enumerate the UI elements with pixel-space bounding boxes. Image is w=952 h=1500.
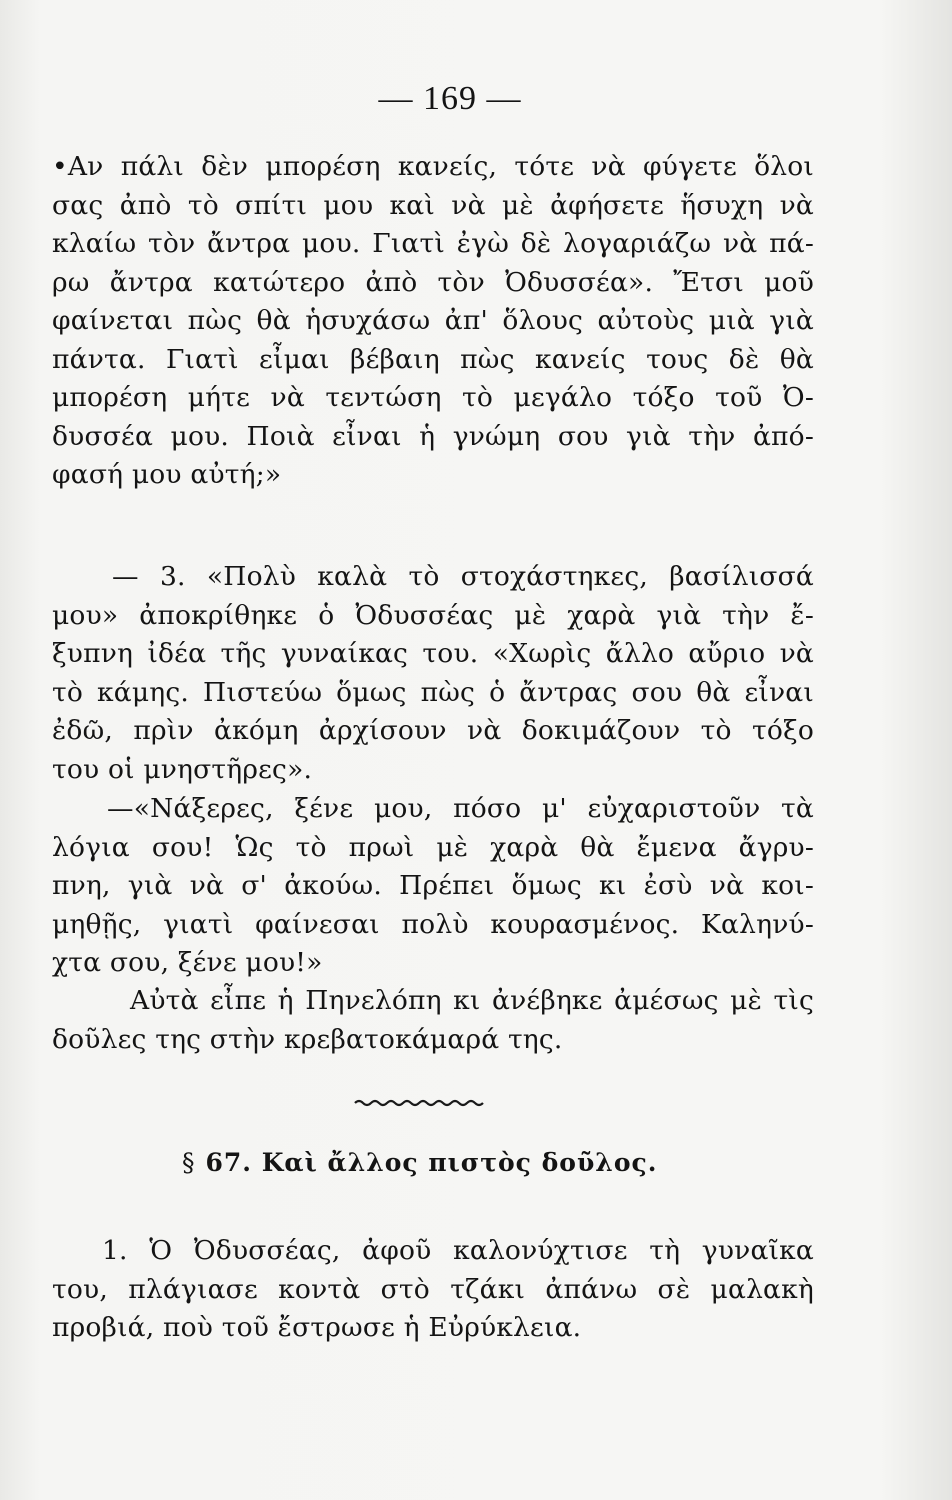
section-heading: [182, 1148, 657, 1177]
text-line: κλαίω τὸν ἄντρα μου. Γιατὶ ἐγὼ δὲ λογαριάζω νὰ πά-: [52, 228, 814, 259]
section-sign: §: [182, 1148, 196, 1177]
wavy-divider-icon: [353, 1096, 488, 1110]
text-line: μου» ἀποκρίθηκε ὁ Ὀδυσσέας μὲ χαρὰ γιὰ τὴν ἔ-: [52, 599, 814, 631]
text-line: 1. Ὁ Ὀδυσσέας, ἀφοῦ καλονύχτισε τὴ γυναῖκα: [102, 1235, 814, 1266]
text-line: προβιά, ποὺ τοῦ ἔστρωσε ἡ Εὐρύκλεια.: [52, 1312, 582, 1343]
text-line: φασή μου αὐτή;»: [52, 459, 282, 490]
text-line: φαίνεται πὼς θὰ ἡσυχάσω ἀπ' ὅλους αὐτοὺς μιὰ γιὰ: [52, 305, 814, 336]
text-line: σας ἀπὸ τὸ σπίτι μου καὶ νὰ μὲ ἀφήσετε ἥσυχη νὰ: [52, 189, 814, 221]
text-line: ρω ἄντρα κατώτερο ἀπὸ τὸν Ὀδυσσέα». Ἔτσι μοῦ: [52, 266, 814, 298]
page-number: — 169 —: [378, 80, 522, 117]
text-line: πνη, γιὰ νὰ σ' ἀκούω. Πρέπει ὅμως κι ἐσὺ νὰ κοι-: [52, 870, 814, 901]
text-line: ξυπνη ἰδέα τῆς γυναίκας του. «Χωρὶς ἄλλο αὔριο νὰ: [52, 638, 814, 669]
text-line: δοῦλες της στὴν κρεβατοκάμαρά της.: [52, 1023, 563, 1055]
text-line: •Αν πάλι δὲν μπορέση κανείς, τότε νὰ φύγετε ὅλοι: [52, 151, 814, 182]
text-line: —«Νάξερες, ξένε μου, πόσο μ' εὐχαριστοῦν τὰ: [107, 793, 814, 824]
text-line: δυσσέα μου. Ποιὰ εἶναι ἡ γνώμη σου γιὰ τὴν ἀπό-: [52, 420, 814, 452]
paragraph-5: [52, 1232, 814, 1348]
text-line: Αὐτὰ εἶπε ἡ Πηνελόπη κι ἀνέβηκε ἀμέσως μὲ τὶς: [130, 985, 814, 1016]
text-line: τὸ κάμης. Πιστεύω ὅμως πὼς ὁ ἄντρας σου θὰ εἶναι: [52, 676, 814, 708]
paragraph-2: [52, 558, 814, 789]
text-line: ἐδῶ, πρὶν ἀκόμη ἀρχίσουν νὰ δοκιμάζουν τὸ τόξο: [52, 715, 814, 746]
text-line: πάντα. Γιατὶ εἶμαι βέβαιη πὼς κανείς τους δὲ θὰ: [52, 343, 814, 375]
text-line: χτα σου, ξένε μου!»: [52, 947, 323, 978]
text-line: του οἱ μνηστῆρες».: [52, 753, 313, 785]
text-line: μηθῇς, γιατὶ φαίνεσαι πολὺ κουρασμένος. Καληνύ-: [52, 908, 814, 940]
paragraph-1: [52, 148, 814, 495]
text-line: — 3. «Πολὺ καλὰ τὸ στοχάστηκες, βασίλισσά: [112, 561, 814, 592]
section-title: 67. Καὶ ἄλλος πιστὸς δοῦλος.: [205, 1148, 658, 1177]
paragraph-4: [52, 982, 814, 1059]
paragraph-3: [52, 790, 814, 983]
text-line: λόγια σου! Ὡς τὸ πρωὶ μὲ χαρὰ θὰ ἔμενα ἄγρυ-: [52, 831, 814, 863]
text-line: μπορέση μήτε νὰ τεντώση τὸ μεγάλο τόξο τοῦ Ὀ-: [52, 382, 814, 413]
text-line: του, πλάγιασε κοντὰ στὸ τζάκι ἀπάνω σὲ μαλακὴ: [52, 1273, 814, 1305]
